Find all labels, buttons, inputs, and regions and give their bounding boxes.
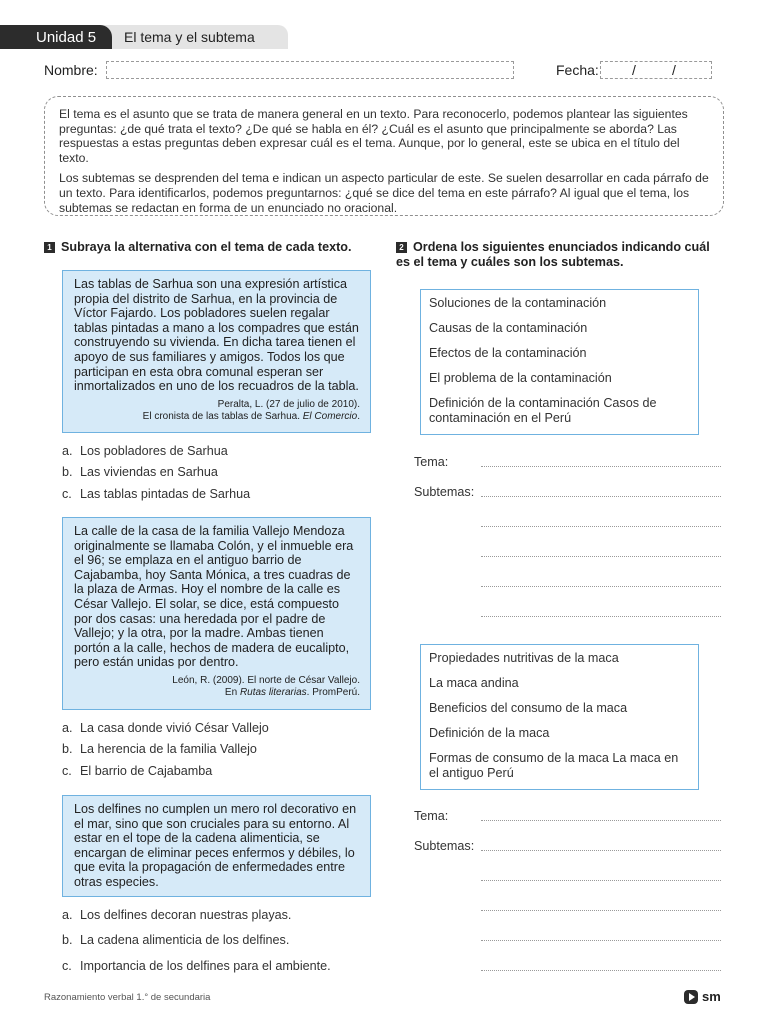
option-text: La cadena alimenticia de los delfines.	[80, 933, 290, 947]
answer-line-subtema[interactable]	[481, 850, 721, 851]
statement: El problema de la contaminación	[429, 370, 612, 385]
intro-paragraph-subtemas: Los subtemas se desprenden del tema e indican un aspecto particular de este. Se suelen desarrollar en cada párrafo de un texto. Para identificarlos, podemos preguntarnos: ¿qué se dice del tema en este párrafo? Al igual que el tema, los subtemas se redactan en forma de un enunciado no oracional.	[59, 171, 709, 215]
option-c[interactable]	[62, 487, 250, 501]
name-label: Nombre:	[44, 62, 98, 78]
option-a[interactable]	[62, 908, 291, 922]
play-icon	[684, 990, 698, 1004]
text-body: Los delfines no cumplen un mero rol decorativo en el mar, sino que son cruciales para su entorno. Al estar en el tope de la cadena alimenticia, se encargan de eliminar peces enfermos y débiles, lo que evita la propagación de enfermedades entre otras especies.	[74, 802, 357, 889]
citation-text: El cronista de las tablas de Sarhua.	[142, 410, 303, 422]
option-letter: c.	[62, 959, 72, 973]
date-label: Fecha:	[556, 62, 599, 78]
answer-line-subtema[interactable]	[481, 556, 721, 557]
logo-text: sm	[702, 989, 721, 1004]
footer-text: Razonamiento verbal 1.° de secundaria	[44, 992, 211, 1003]
unit-title: El tema y el subtema	[124, 29, 255, 45]
answer-line-subtema[interactable]	[481, 526, 721, 527]
citation	[74, 399, 360, 423]
subtemas-label: Subtemas:	[414, 839, 475, 853]
option-b[interactable]	[62, 742, 257, 756]
intro-paragraph-tema: El tema es el asunto que se trata de manera general en un texto. Para reconocerlo, podemos plantear las siguientes preguntas: ¿de qué trata el texto? ¿De qué se habla en él? ¿Cuál es el asunto que principalmente se aborda? Las respuestas a estas preguntas deben expresar cuál es el tema. Aunque, por lo general, este se ubica en el título del texto.	[59, 107, 688, 165]
question-2-title	[396, 240, 726, 270]
question-number: 1	[44, 242, 55, 253]
subtemas-label: Subtemas:	[414, 485, 475, 499]
option-a[interactable]	[62, 444, 228, 458]
option-text: Importancia de los delfines para el ambiente.	[80, 959, 331, 973]
text-body: La calle de la casa de la familia Vallejo Mendoza originalmente se llamaba Colón, y el inmueble era el 96; se emplaza en el antiguo barrio de Cajabamba, hoy Santa Mónica, a tres cuadras de la plaza de Armas. Hoy el nombre de la calle es César Vallejo. El solar, se dice, está compuesto por dos casas: una heredada por el padre de Vallejo; y la otra, por la madre. Ambas tienen portón a la calle, hechos de madera de eucalipto, pero están unidas por dentro.	[74, 524, 354, 670]
statements-box-contaminacion	[420, 289, 699, 435]
option-letter: b.	[62, 742, 73, 756]
option-letter: a.	[62, 908, 73, 922]
statement: Propiedades nutritivas de la maca	[429, 651, 619, 665]
answer-line-subtema[interactable]	[481, 970, 721, 971]
statements-box-maca	[420, 644, 699, 790]
tema-label: Tema:	[414, 809, 449, 823]
statement: Efectos de la contaminación	[429, 345, 587, 360]
answer-line-tema[interactable]	[481, 820, 721, 821]
text-body: Las tablas de Sarhua son una expresión artística propia del distrito de Sarhua, en la provincia de Víctor Fajardo. Los pobladores suelen regalar tablas pintadas a mano a los compadres que están construyendo su vivienda. En dicha tarea tienen el apoyo de sus familiares y amigos. Todos los que participan en esta obra comunal esperan ser inmortalizados en uno de los recuadros de la tabla.	[74, 277, 359, 394]
option-text: La herencia de la familia Vallejo	[80, 742, 257, 756]
option-text: Los pobladores de Sarhua	[80, 444, 228, 458]
intro-box	[44, 96, 724, 216]
date-separator: /	[632, 62, 636, 78]
answer-line-tema[interactable]	[481, 466, 721, 467]
option-letter: b.	[62, 933, 73, 947]
citation-text: .	[357, 410, 360, 422]
answer-line-subtema[interactable]	[481, 586, 721, 587]
question-number: 2	[396, 242, 407, 253]
statement: Beneficios del consumo de la maca	[429, 700, 628, 715]
unit-tab	[0, 25, 112, 49]
answer-line-subtema[interactable]	[481, 496, 721, 497]
date-separator: /	[672, 62, 676, 78]
option-letter: c.	[62, 764, 72, 778]
tema-label: Tema:	[414, 455, 449, 469]
text-box-delfines	[62, 795, 371, 897]
unit-label: Unidad 5	[36, 28, 97, 46]
citation-text: En	[224, 686, 240, 698]
option-c[interactable]	[62, 764, 212, 778]
option-text: La casa donde vivió César Vallejo	[80, 721, 269, 735]
option-b[interactable]	[62, 465, 218, 479]
statement: Definición de la maca	[429, 725, 550, 740]
option-letter: a.	[62, 444, 73, 458]
statement: Causas de la contaminación	[429, 320, 588, 335]
statement: La maca andina	[429, 675, 519, 690]
publisher-logo	[684, 989, 721, 1004]
statement: Soluciones de la contaminación	[429, 296, 607, 310]
answer-line-subtema[interactable]	[481, 880, 721, 881]
answer-line-subtema[interactable]	[481, 616, 721, 617]
option-text: El barrio de Cajabamba	[80, 764, 213, 778]
answer-line-subtema[interactable]	[481, 910, 721, 911]
option-letter: b.	[62, 465, 73, 479]
answer-line-subtema[interactable]	[481, 940, 721, 941]
statement: Formas de consumo de la maca La maca en el antiguo Perú	[429, 750, 679, 780]
citation-source: Rutas literarias	[239, 686, 307, 698]
citation-line	[74, 687, 360, 699]
option-text: Los delfines decoran nuestras playas.	[80, 908, 292, 922]
date-field[interactable]	[600, 61, 712, 79]
option-letter: a.	[62, 721, 73, 735]
text-box-sarhua	[62, 270, 371, 433]
option-b[interactable]	[62, 933, 289, 947]
citation	[74, 675, 360, 699]
question-1-title	[44, 240, 374, 255]
option-text: Las tablas pintadas de Sarhua	[80, 487, 251, 501]
citation-line: Peralta, L. (27 de julio de 2010).	[217, 398, 360, 410]
name-field[interactable]	[106, 61, 514, 79]
question-2-text: Ordena los siguientes enunciados indicando cuál es el tema y cuáles son los subtemas.	[396, 240, 710, 269]
text-box-vallejo	[62, 517, 371, 710]
option-a[interactable]	[62, 721, 269, 735]
question-1-text: Subraya la alternativa con el tema de cada texto.	[61, 240, 352, 254]
unit-title-bar	[100, 25, 288, 49]
citation-line	[74, 411, 360, 423]
citation-line: León, R. (2009). El norte de César Vallejo.	[172, 674, 360, 686]
citation-text: . PromPerú.	[306, 686, 360, 698]
option-c[interactable]	[62, 959, 331, 973]
option-letter: c.	[62, 487, 72, 501]
statement: Definición de la contaminación Casos de contaminación en el Perú	[429, 395, 657, 425]
option-text: Las viviendas en Sarhua	[80, 465, 218, 479]
citation-source: El Comercio	[302, 410, 358, 422]
